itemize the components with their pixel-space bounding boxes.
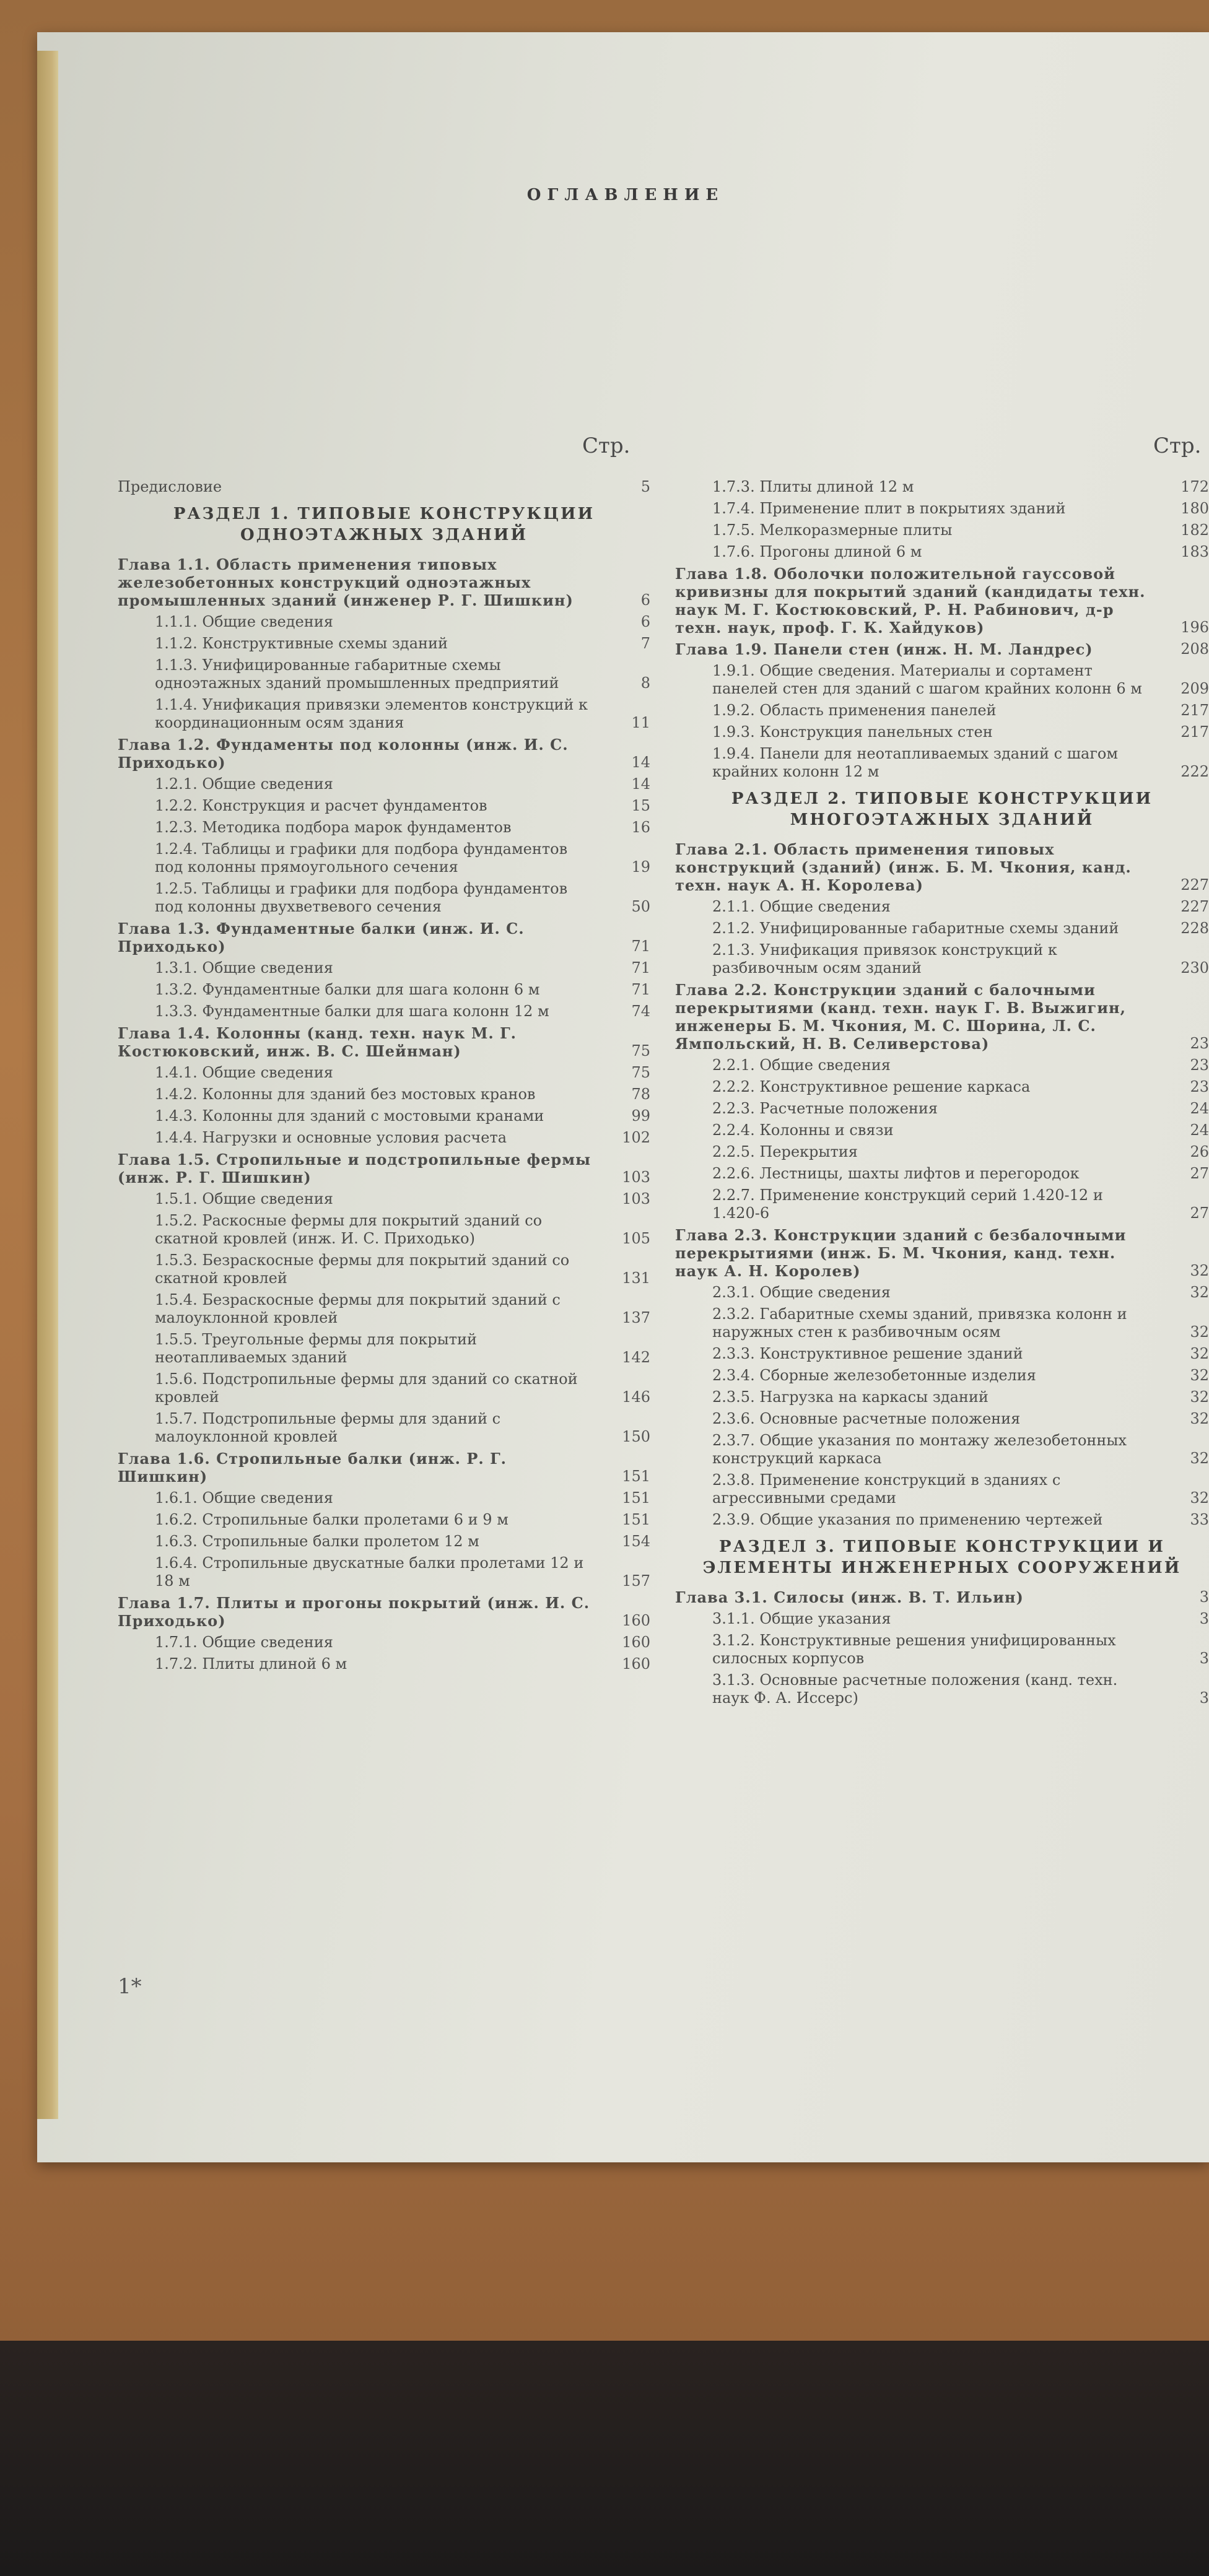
toc-entry-page: 99	[631, 1107, 650, 1125]
toc-entry	[118, 1511, 650, 1529]
toc-entry-page: 7	[640, 635, 650, 652]
toc-entry-title: 2.3.5. Нагрузка на каркасы зданий	[712, 1388, 989, 1406]
toc-entry-page: 102	[622, 1129, 650, 1146]
toc-entry-title: 2.2.6. Лестницы, шахты лифтов и перегородок	[712, 1165, 1080, 1182]
toc-entry	[675, 1471, 1209, 1507]
toc-entry-title: 1.2.4. Таблицы и графики для подбора фундаментов под колонны прямоугольного сечения	[155, 840, 568, 876]
toc-entry-page: 24	[1190, 1121, 1209, 1139]
toc-entry-title: 2.3.3. Конструктивное решение зданий	[712, 1345, 1023, 1362]
toc-entry	[675, 1671, 1209, 1707]
toc-chapter-entry	[675, 565, 1209, 637]
toc-entry-page: 50	[631, 898, 650, 915]
toc-entry	[675, 543, 1209, 561]
toc-entry-page: 6	[640, 591, 650, 609]
toc-entry-page: 208	[1181, 640, 1209, 658]
toc-entry-title: 2.3.2. Габаритные схемы зданий, привязка колонн и наружных стен к разбивочным осям	[712, 1305, 1127, 1341]
toc-entry-title: Глава 2.1. Область применения типовых конструкций (зданий) (инж. Б. М. Чкония, канд. техн. наук А. Н. Королева)	[675, 840, 1132, 894]
toc-entry-page: 3	[1199, 1689, 1209, 1707]
toc-entry-title: 2.2.1. Общие сведения	[712, 1056, 891, 1074]
toc-entry	[118, 656, 650, 692]
toc-entry	[675, 1305, 1209, 1341]
toc-entry-title: 1.5.7. Подстропильные фермы для зданий с малоуклонной кровлей	[155, 1410, 501, 1445]
toc-entry-title: 2.3.7. Общие указания по монтажу железобетонных конструкций каркаса	[712, 1432, 1127, 1467]
toc-chapter-entry	[675, 840, 1209, 894]
toc-entry	[118, 981, 650, 999]
toc-entry-title: 2.3.9. Общие указания по применению чертежей	[712, 1511, 1103, 1528]
toc-entry-page: 131	[622, 1269, 650, 1287]
dark-floor-background	[0, 2341, 1209, 2576]
toc-entry-page: 196	[1181, 619, 1209, 636]
toc-entry-page: 32	[1190, 1345, 1209, 1362]
toc-entry	[118, 1086, 650, 1103]
toc-chapter-entry	[675, 640, 1209, 658]
toc-entry-title: 1.2.1. Общие сведения	[155, 775, 333, 793]
toc-entry	[118, 775, 650, 793]
toc-entry-title: 1.2.3. Методика подбора марок фундаментов	[155, 819, 512, 836]
toc-entry-title: 2.2.3. Расчетные положения	[712, 1100, 938, 1117]
toc-entry	[118, 1291, 650, 1327]
toc-entry	[118, 1331, 650, 1367]
toc-entry-page: 78	[631, 1086, 650, 1103]
toc-entry-title: Глава 1.4. Колонны (канд. техн. наук М. Г. Костюковский, инж. В. С. Шейнман)	[118, 1024, 517, 1060]
toc-entry	[675, 1632, 1209, 1668]
toc-entry-page: 26	[1190, 1143, 1209, 1160]
toc-entry	[675, 1078, 1209, 1096]
toc-entry	[118, 635, 650, 653]
toc-entry-page: 142	[622, 1349, 650, 1366]
toc-entry-title: 1.5.6. Подстропильные фермы для зданий со скатной кровлей	[155, 1370, 578, 1406]
toc-entry-page: 103	[622, 1190, 650, 1208]
toc-entry	[118, 696, 650, 732]
toc-entry-title: 1.6.2. Стропильные балки пролетами 6 и 9 м	[155, 1511, 508, 1528]
toc-entry	[118, 613, 650, 631]
toc-entry-page: 172	[1181, 478, 1209, 495]
toc-chapter-entry	[675, 981, 1209, 1053]
toc-entry	[675, 478, 1209, 496]
toc-entry-title: 1.7.4. Применение плит в покрытиях зданий	[712, 500, 1066, 517]
toc-entry-title: 1.9.2. Область применения панелей	[712, 702, 997, 719]
toc-entry	[675, 1345, 1209, 1363]
toc-entry-page: 32	[1190, 1410, 1209, 1427]
toc-entry-page: 146	[622, 1388, 650, 1406]
toc-entry-title: 1.2.5. Таблицы и графики для подбора фундаментов под колонны двухветвевого сечения	[155, 880, 568, 915]
toc-right-column	[675, 478, 1209, 1711]
toc-entry-page: 151	[622, 1489, 650, 1507]
toc-entry-page: 3	[1199, 1588, 1209, 1606]
toc-entry-title: 1.5.5. Треугольные фермы для покрытий неотапливаемых зданий	[155, 1331, 478, 1366]
toc-entry-page: 160	[622, 1634, 650, 1651]
toc-entry-title: 2.3.1. Общие сведения	[712, 1284, 891, 1301]
toc-entry	[118, 1003, 650, 1020]
toc-chapter-entry	[118, 920, 650, 955]
toc-entry-page: 32	[1190, 1284, 1209, 1301]
toc-entry-page: 227	[1181, 898, 1209, 915]
toc-entry-page: 71	[631, 981, 650, 998]
toc-entry	[675, 1100, 1209, 1118]
page-binding-edge	[37, 51, 58, 2119]
toc-entry	[118, 1370, 650, 1406]
toc-entry-page: 75	[631, 1064, 650, 1081]
toc-entry	[675, 1121, 1209, 1139]
toc-entry-title: Предисловие	[118, 478, 222, 495]
toc-entry	[118, 1107, 650, 1125]
toc-entry-title: Глава 3.1. Силосы (инж. В. Т. Ильин)	[675, 1588, 1024, 1606]
toc-entry	[118, 840, 650, 876]
toc-left-column	[118, 478, 650, 1677]
toc-entry-page: 32	[1190, 1262, 1209, 1279]
toc-entry	[118, 819, 650, 837]
toc-entry	[118, 1190, 650, 1208]
toc-entry-page: 71	[631, 938, 650, 955]
toc-entry	[118, 1655, 650, 1673]
toc-entry-page: 217	[1181, 702, 1209, 719]
toc-entry-page: 209	[1181, 680, 1209, 697]
toc-entry-title: 3.1.2. Конструктивные решения унифицированных силосных корпусов	[712, 1632, 1116, 1667]
toc-entry-page: 16	[631, 819, 650, 836]
toc-entry-page: 154	[622, 1533, 650, 1550]
toc-entry-title: 1.5.4. Безраскосные фермы для покрытий зданий с малоуклонной кровлей	[155, 1291, 561, 1326]
section-heading: РАЗДЕЛ 3. ТИПОВЫЕ КОНСТРУКЦИИ И ЭЛЕМЕНТЫ ИНЖЕНЕРНЫХ СООРУЖЕНИЙ	[702, 1538, 1182, 1577]
toc-entry	[675, 500, 1209, 518]
toc-entry-page: 75	[631, 1042, 650, 1060]
toc-entry-page: 5	[640, 478, 650, 495]
toc-entry	[118, 797, 650, 815]
toc-entry	[118, 1129, 650, 1147]
toc-entry-title: 2.2.5. Перекрытия	[712, 1143, 858, 1160]
toc-entry-title: Глава 1.5. Стропильные и подстропильные фермы (инж. Р. Г. Шишкин)	[118, 1151, 591, 1186]
toc-entry-title: 1.7.5. Мелкоразмерные плиты	[712, 521, 953, 539]
toc-entry-page: 23	[1190, 1035, 1209, 1052]
toc-entry-title: 1.4.4. Нагрузки и основные условия расчета	[155, 1129, 507, 1146]
toc-entry-title: 1.7.6. Прогоны длиной 6 м	[712, 543, 922, 560]
toc-entry-title: 2.3.8. Применение конструкций в зданиях с агрессивными средами	[712, 1471, 1061, 1507]
toc-entry-page: 27	[1190, 1204, 1209, 1222]
toc-entry-title: 1.3.3. Фундаментные балки для шага колонн 12 м	[155, 1003, 549, 1020]
toc-entry-title: Глава 1.9. Панели стен (инж. Н. М. Ландрес)	[675, 640, 1093, 658]
toc-entry	[118, 1554, 650, 1590]
toc-entry-page: 8	[640, 674, 650, 692]
toc-entry-title: Глава 1.7. Плиты и прогоны покрытий (инж. И. С. Приходько)	[118, 1594, 590, 1630]
toc-entry	[118, 1533, 650, 1551]
toc-entry	[675, 723, 1209, 741]
toc-entry-title: 1.5.2. Раскосные фермы для покрытий зданий со скатной кровлей (инж. И. С. Приходько)	[155, 1212, 543, 1247]
toc-entry-title: 2.3.6. Основные расчетные положения	[712, 1410, 1021, 1427]
toc-entry-title: 1.6.3. Стропильные балки пролетом 12 м	[155, 1533, 479, 1550]
toc-entry-page: 27	[1190, 1165, 1209, 1182]
toc-chapter-entry	[118, 1594, 650, 1630]
toc-entry	[675, 521, 1209, 539]
toc-chapter-entry	[118, 555, 650, 609]
toc-entry-title: 1.5.3. Безраскосные фермы для покрытий зданий со скатной кровлей	[155, 1251, 570, 1287]
toc-entry-title: Глава 1.1. Область применения типовых железобетонных конструкций одноэтажных промышленных зданий (инженер Р. Г. Шишкин)	[118, 555, 574, 609]
toc-entry	[675, 1511, 1209, 1529]
toc-chapter-entry	[675, 1226, 1209, 1280]
toc-entry-page: 183	[1181, 543, 1209, 560]
toc-entry-title: Глава 2.3. Конструкции зданий с безбалочными перекрытиями (инж. Б. М. Чкония, канд. техн. наук А. Н. Королев)	[675, 1226, 1127, 1280]
toc-entry-page: 32	[1190, 1450, 1209, 1467]
toc-entry-title: 1.6.1. Общие сведения	[155, 1489, 333, 1507]
toc-entry-title: 1.1.3. Унифицированные габаритные схемы одноэтажных зданий промышленных предприятий	[155, 656, 559, 692]
toc-entry-title: Глава 1.3. Фундаментные балки (инж. И. С. Приходько)	[118, 920, 525, 955]
toc-entry-page: 19	[631, 858, 650, 876]
toc-entry-page: 32	[1190, 1388, 1209, 1406]
toc-entry	[675, 702, 1209, 720]
toc-entry-page: 24	[1190, 1100, 1209, 1117]
toc-entry-page: 228	[1181, 920, 1209, 937]
toc-entry-page: 33	[1190, 1511, 1209, 1528]
toc-entry-title: 2.2.2. Конструктивное решение каркаса	[712, 1078, 1031, 1095]
toc-entry-title: 3.1.1. Общие указания	[712, 1610, 891, 1627]
section-heading: РАЗДЕЛ 2. ТИПОВЫЕ КОНСТРУКЦИИ МНОГОЭТАЖНЫХ ЗДАНИЙ	[731, 790, 1153, 829]
right-column-page-label: Стр.	[1153, 433, 1202, 458]
toc-entry-title: Глава 2.2. Конструкции зданий с балочными перекрытиями (канд. техн. наук Г. В. Выжигин, инженеры Б. М. Чкония, М. С. Шорина, Л. С. Ямпольский, Н. В. Селиверстова)	[675, 981, 1126, 1053]
toc-entry-page: 157	[622, 1572, 650, 1590]
toc-entry-page: 23	[1190, 1078, 1209, 1095]
toc-entry-title: 2.2.4. Колонны и связи	[712, 1121, 894, 1139]
left-column-page-label: Стр.	[582, 433, 631, 458]
toc-entry	[675, 1284, 1209, 1302]
toc-entry-title: Глава 1.8. Оболочки положительной гауссовой кривизны для покрытий зданий (кандидаты техн. наук М. Г. Костюковский, Р. Н. Рабинович, д-р техн. наук, проф. Г. К. Хайдуков)	[675, 565, 1146, 637]
toc-entry-title: 1.7.1. Общие сведения	[155, 1634, 333, 1651]
toc-entry-page: 150	[622, 1428, 650, 1445]
toc-entry	[118, 880, 650, 916]
toc-entry	[675, 1432, 1209, 1468]
toc-chapter-entry	[675, 1588, 1209, 1606]
toc-entry	[675, 1165, 1209, 1183]
toc-entry-page: 222	[1181, 763, 1209, 780]
toc-entry-page: 160	[622, 1655, 650, 1673]
toc-entry	[118, 1634, 650, 1651]
toc-entry-page: 6	[640, 613, 650, 630]
toc-entry	[675, 1410, 1209, 1428]
toc-entry-page: 105	[622, 1230, 650, 1247]
toc-entry-title: 1.7.3. Плиты длиной 12 м	[712, 478, 914, 495]
toc-entry-page: 74	[631, 1003, 650, 1020]
toc-entry-title: 1.4.1. Общие сведения	[155, 1064, 333, 1081]
toc-entry-page: 230	[1181, 959, 1209, 977]
toc-entry-title: 1.2.2. Конструкция и расчет фундаментов	[155, 797, 487, 814]
toc-entry	[675, 745, 1209, 781]
toc-entry	[675, 1610, 1209, 1628]
toc-entry-page: 32	[1190, 1367, 1209, 1384]
toc-entry-title: 1.9.4. Панели для неотапливаемых зданий с шагом крайних колонн 12 м	[712, 745, 1119, 780]
page-signature-mark: 1*	[118, 1974, 142, 1999]
toc-entry-title: 2.1.3. Унификация привязок конструкций к разбивочным осям зданий	[712, 941, 1057, 977]
toc-entry-title: 1.4.3. Колонны для зданий с мостовыми кранами	[155, 1107, 544, 1125]
toc-entry-title: 1.3.2. Фундаментные балки для шага колонн 6 м	[155, 981, 540, 998]
toc-chapter-entry	[118, 1450, 650, 1486]
toc-entry-page: 14	[631, 754, 650, 771]
page-title: ОГЛАВЛЕНИЕ	[526, 186, 725, 204]
toc-entry-page: 14	[631, 775, 650, 793]
toc-entry	[675, 1056, 1209, 1074]
toc-entry-title: 3.1.3. Основные расчетные положения (канд. техн. наук Ф. А. Иссерс)	[712, 1671, 1118, 1707]
toc-entry-title: 1.5.1. Общие сведения	[155, 1190, 333, 1208]
toc-entry-page: 15	[631, 797, 650, 814]
toc-entry-title: 1.6.4. Стропильные двускатные балки пролетами 12 и 18 м	[155, 1554, 584, 1590]
toc-entry	[675, 662, 1209, 698]
toc-entry-page: 3	[1199, 1610, 1209, 1627]
toc-entry-page: 71	[631, 959, 650, 977]
toc-entry-page: 11	[631, 714, 650, 731]
toc-entry-title: Глава 1.2. Фундаменты под колонны (инж. И. С. Приходько)	[118, 736, 569, 772]
toc-entry	[675, 941, 1209, 977]
toc-entry-title: 1.9.3. Конструкция панельных стен	[712, 723, 993, 741]
toc-entry-title: 1.3.1. Общие сведения	[155, 959, 333, 977]
toc-entry-title: 1.9.1. Общие сведения. Материалы и сортамент панелей стен для зданий с шагом крайних колонн 6 м	[712, 662, 1142, 697]
toc-entry	[675, 1186, 1209, 1222]
toc-entry-title: 2.1.1. Общие сведения	[712, 898, 891, 915]
toc-entry-page: 137	[622, 1309, 650, 1326]
toc-entry	[675, 1388, 1209, 1406]
toc-chapter-entry	[118, 1151, 650, 1186]
toc-entry-title: 2.2.7. Применение конструкций серий 1.420-12 и 1.420-6	[712, 1186, 1103, 1222]
toc-entry-title: 1.1.4. Унификация привязки элементов конструкций к координационным осям здания	[155, 696, 588, 731]
toc-entry-title: 1.7.2. Плиты длиной 6 м	[155, 1655, 347, 1673]
toc-entry-page: 217	[1181, 723, 1209, 741]
toc-entry	[675, 920, 1209, 938]
toc-entry-page: 182	[1181, 521, 1209, 539]
toc-entry-title: 2.3.4. Сборные железобетонные изделия	[712, 1367, 1036, 1384]
toc-entry	[118, 1410, 650, 1446]
toc-chapter-entry	[118, 1024, 650, 1060]
toc-entry	[675, 1143, 1209, 1161]
toc-entry-title: 1.1.2. Конструктивные схемы зданий	[155, 635, 448, 652]
toc-entry-page: 3	[1199, 1650, 1209, 1667]
toc-entry-page: 32	[1190, 1489, 1209, 1507]
toc-entry	[675, 898, 1209, 916]
toc-entry	[118, 478, 650, 496]
toc-entry-title: Глава 1.6. Стропильные балки (инж. Р. Г. Шишкин)	[118, 1450, 507, 1486]
toc-chapter-entry	[118, 736, 650, 772]
toc-entry	[118, 1212, 650, 1248]
toc-entry-page: 103	[622, 1168, 650, 1186]
toc-entry-page: 23	[1190, 1056, 1209, 1074]
toc-entry-page: 180	[1181, 500, 1209, 517]
toc-entry-page: 227	[1181, 876, 1209, 894]
toc-entry	[118, 1064, 650, 1082]
toc-entry	[118, 1251, 650, 1287]
toc-entry-title: 2.1.2. Унифицированные габаритные схемы зданий	[712, 920, 1119, 937]
toc-entry-title: 1.1.1. Общие сведения	[155, 613, 333, 630]
section-heading: РАЗДЕЛ 1. ТИПОВЫЕ КОНСТРУКЦИИ ОДНОЭТАЖНЫХ ЗДАНИЙ	[173, 505, 595, 544]
toc-entry-title: 1.4.2. Колонны для зданий без мостовых кранов	[155, 1086, 536, 1103]
toc-entry	[675, 1367, 1209, 1385]
toc-entry-page: 151	[622, 1468, 650, 1485]
toc-entry	[118, 959, 650, 977]
toc-entry	[118, 1489, 650, 1507]
toc-entry-page: 151	[622, 1511, 650, 1528]
toc-entry-page: 32	[1190, 1323, 1209, 1341]
toc-entry-page: 160	[622, 1612, 650, 1629]
